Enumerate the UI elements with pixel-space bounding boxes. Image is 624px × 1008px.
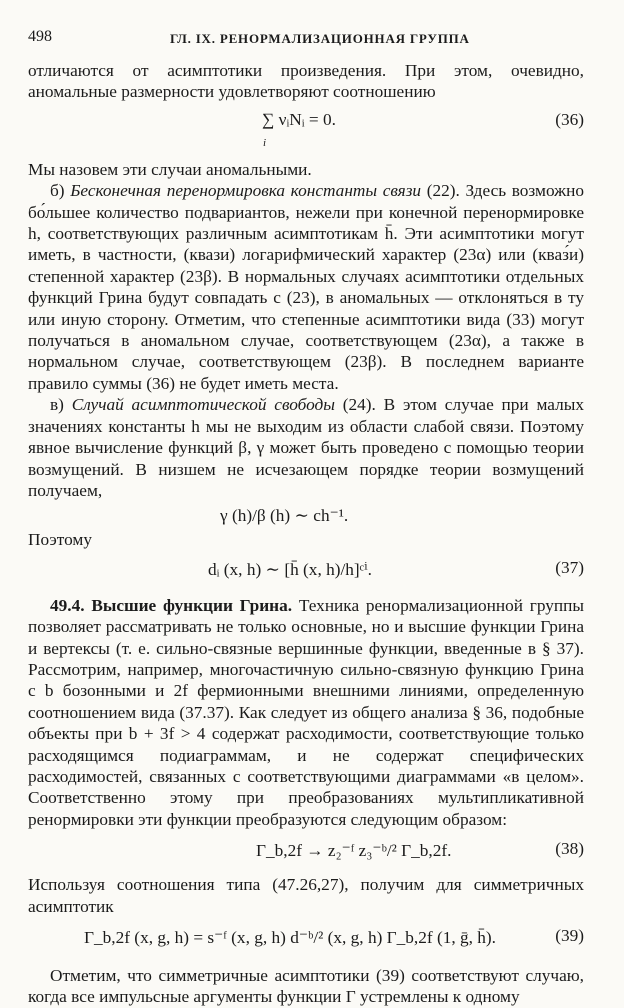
paragraph-b-label: б) [50,181,71,201]
paragraph-b-title: Бесконечная перенормировка константы связи [70,181,422,201]
equation-39-expression: Γ_b,2f (x, g, h) = s⁻ᶠ (x, g, h) d⁻ᵇ/² (x, g, h) Γ_b,2f (1, ḡ, h̄). [84,928,496,947]
page-header [28,28,588,48]
paragraph-c-text: (24). В этом случае при малых значениях константы h мы не выходим из области слабой связи. Поэтому явное вычисление функций β, γ может быть проведено с помощью теории возмущений. В низшем не исчезающем порядке теории возмущений получаем, [28,395,584,500]
equation-38-number: (38) [555,839,584,859]
paragraph-last: Отметим, что симметричные асимптотики (39) соответствуют случаю, когда все импульсные аргументы функции Γ устремлены к одному [28,966,584,1007]
paragraph-c-title: Случай асимптотической свободы [71,395,335,415]
equation-38 [28,838,584,868]
equation-39 [28,925,584,955]
paragraph-symmetric: Используя соотношения типа (47.26,27), получим для симметричных асимптотик [28,875,584,916]
equation-37-number: (37) [555,557,584,577]
equation-38-expression: Γ_b,2f → z₂⁻ᶠ z₃⁻ᵇ/² Γ_b,2f. [256,841,452,861]
equation-36 [28,107,584,155]
paragraph-c-label: в) [50,395,72,415]
paragraph-b-text: (22). Здесь возможно бо́льшее количество подвариантов, нежели при конечной перенормировке h, соответствующих различным асимптотикам h̄. Эти асимптотики могут иметь, в частности, (квази) логарифмический характер (23α) или (кваз́и) степенной характер (23β). В нормальных случаях асимптотики отдельных функций Грина будут совпадать с (23), в аномальных — отклоняться в ту или иную сторону. Отметим, что степенные асимптотики вида (33) могут получаться в аномальном случае, соответствующем (23α), а также в нормальном случае, соответствующем (23β). В последнем варианте правило суммы (36) не будет иметь места. [28,181,584,393]
equation-gamma-beta-expression: γ (h)/β (h) ∼ ch⁻¹. [220,506,349,526]
paragraph-2: Мы назовем эти случаи аномальными. [28,159,312,179]
section-49-4-text: Техника ренормализационной группы позволяет рассматривать не только основные, но и высшие функции Грина и вертексы (т. е. сильно-связные вершинные функции, введенные в § 37). Рассмотрим, например, многочастичную сильно-связную функцию Грина с b бозонными и 2f фермионными внешними линиями, определенную соотношением вида (37.37). Как следует из общего анализа § 36, подобные объекты при b + 3f > 4 содержат расходимости, соответствующие только расходящимся подиаграммам, и не содержат специфических расходимостей, связанных с соответствующими диаграммами «в целом». Соответственно этому при преобразованиях мультипликативной ренормировки эти функции преобразуются следующим образом: [28,595,584,829]
paragraph-therefore: Поэтому [28,530,92,550]
equation-37-expression: dᵢ (x, h) ∼ [h̄ (x, h)/h]ᶜⁱ. [208,559,372,579]
equation-36-expression: ∑ νᵢNᵢ = 0. [262,109,336,129]
running-title: ГЛ. IX. РЕНОРМАЛИЗАЦИОННАЯ ГРУППА [170,31,470,46]
equation-37 [28,557,584,587]
paragraph-c [28,394,584,501]
equation-36-number: (36) [555,109,584,129]
page-body [28,60,584,1008]
paragraph-b [28,180,584,394]
equation-39-number: (39) [555,926,584,945]
equation-gamma-beta [28,505,584,529]
page-number: 498 [28,28,52,45]
equation-36-sum-index: i [263,136,267,149]
section-49-4-heading: 49.4. Высшие функции Грина. [50,595,293,615]
paragraph-1: отличаются от асимптотики произведения. При этом, очевидно, аномальные размерности удовлетворяют соотношению [28,61,584,102]
section-49-4 [28,595,584,830]
